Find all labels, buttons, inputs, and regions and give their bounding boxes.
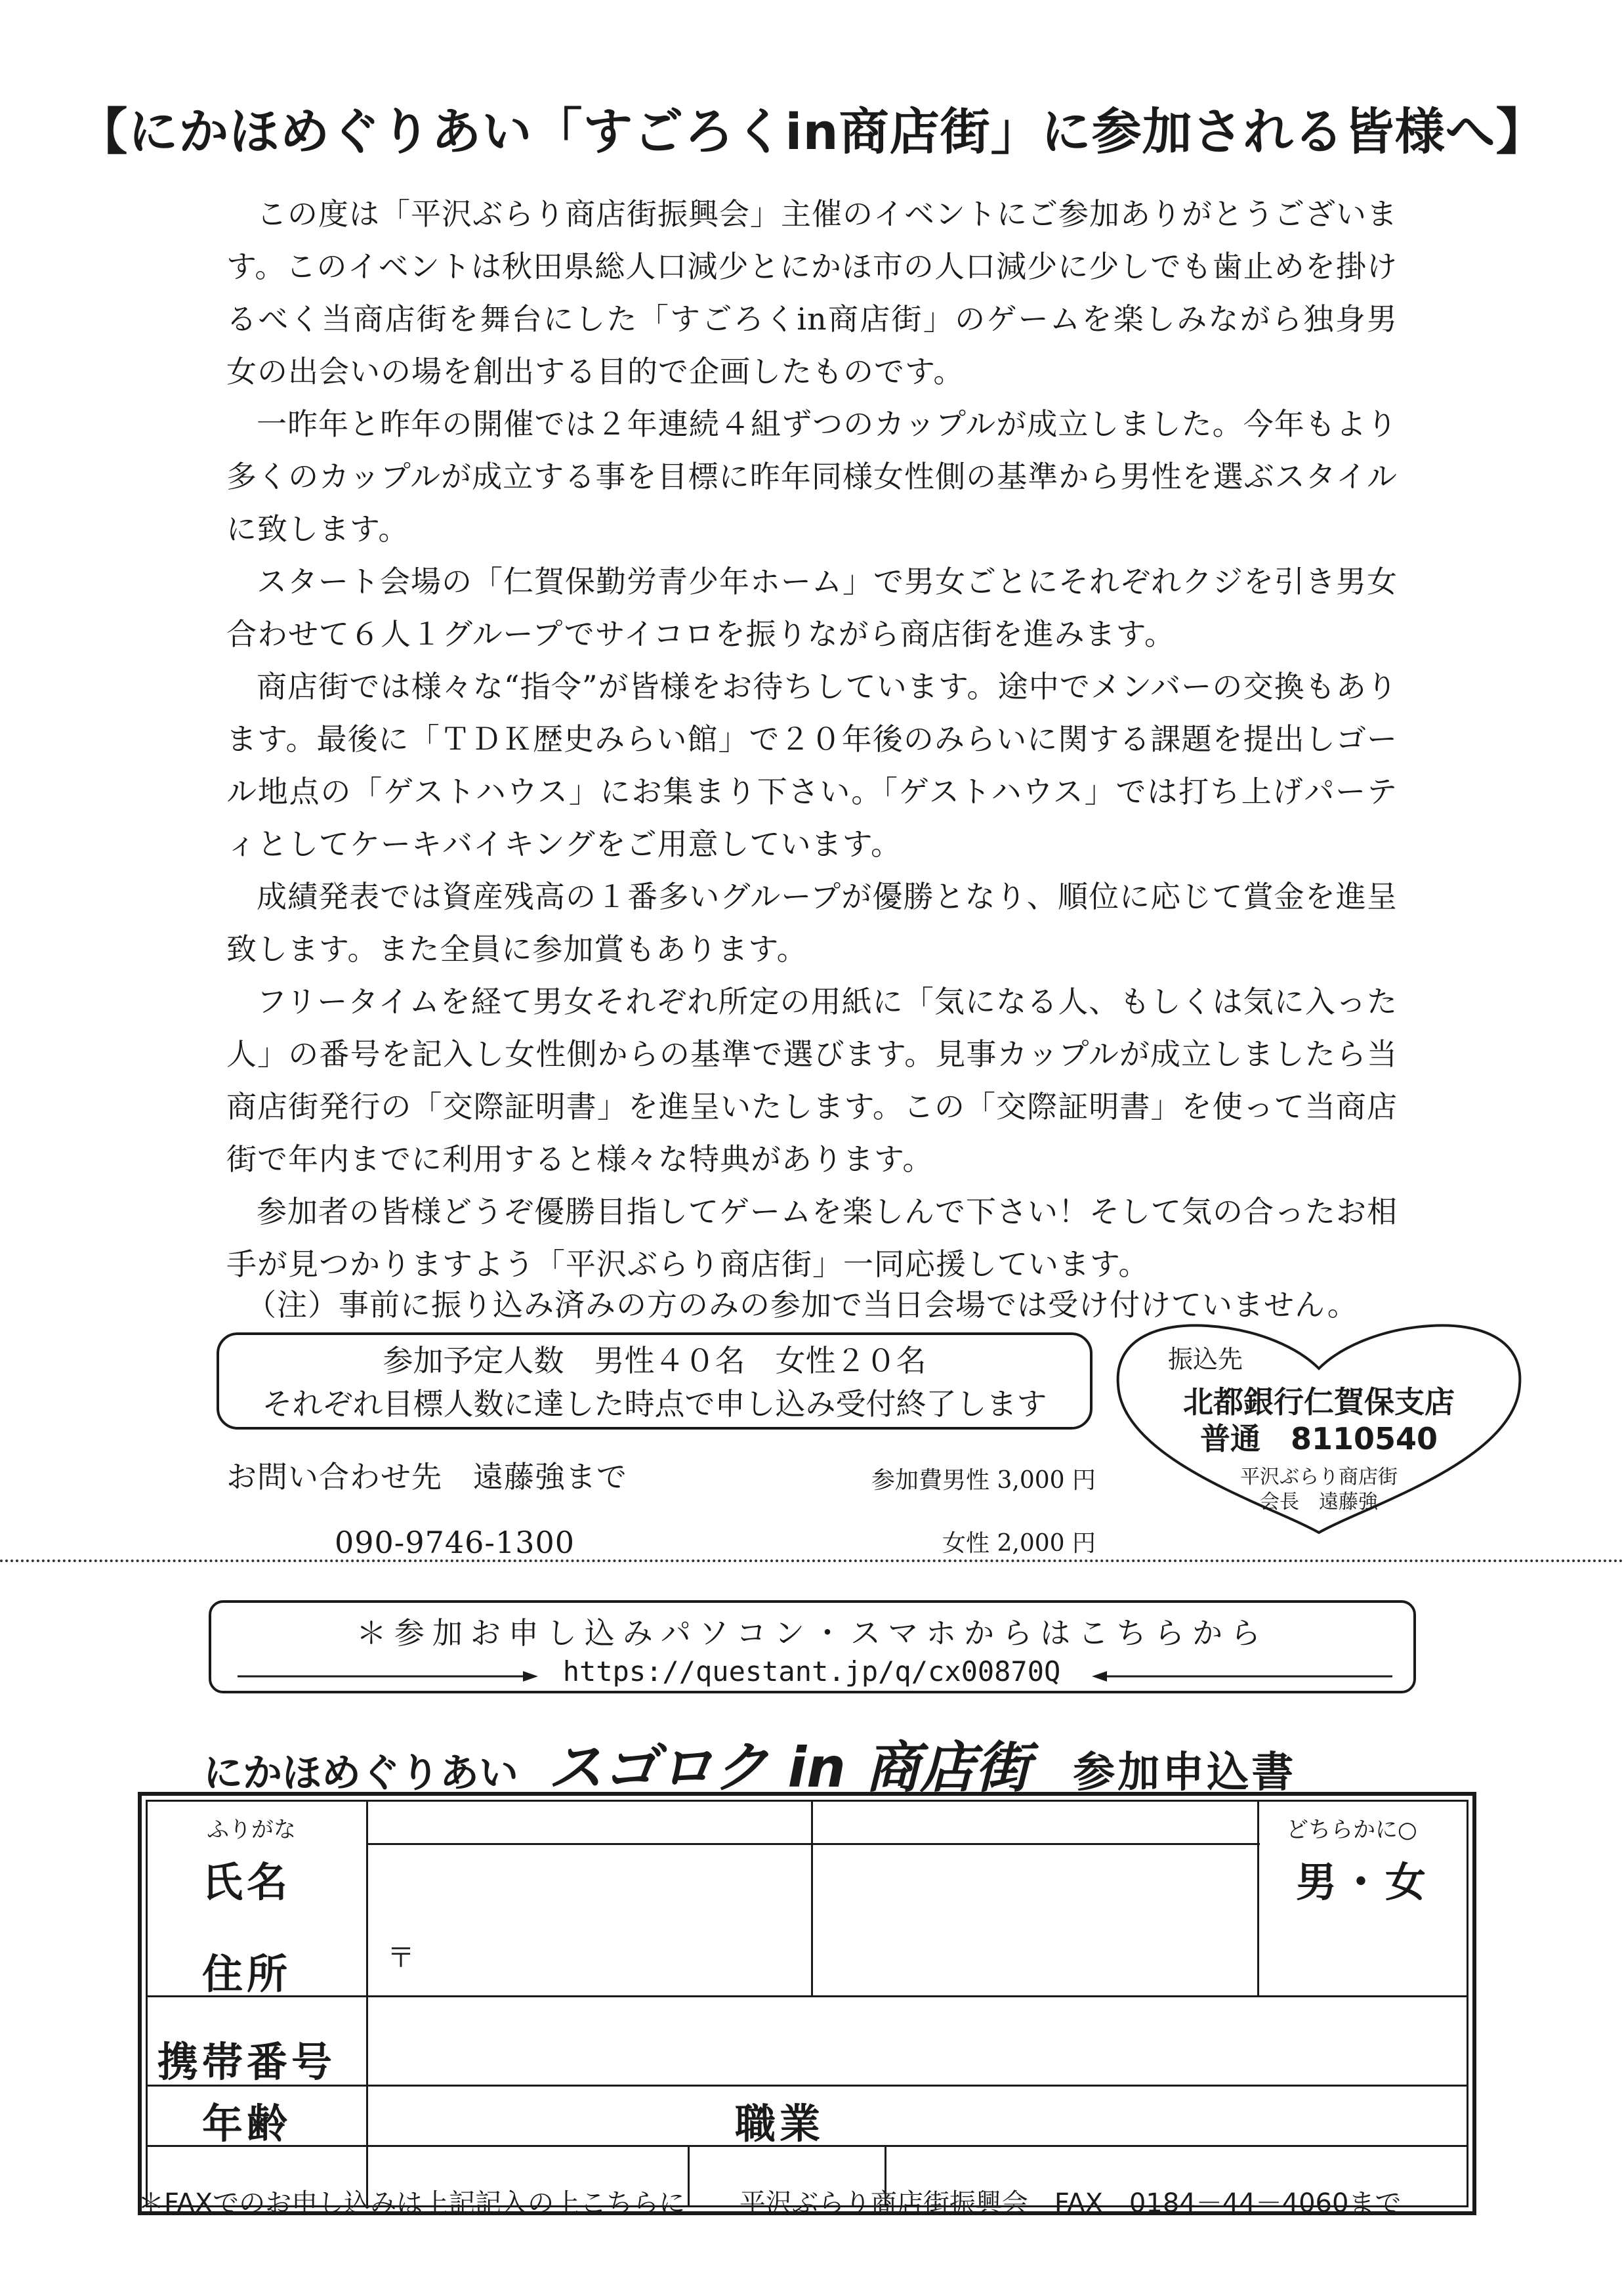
bank-name: 北都銀行仁賀保支店 <box>1183 1384 1455 1420</box>
gender-hint-label: どちらかに○ <box>1286 1817 1417 1843</box>
mobile-field[interactable] <box>369 2087 1467 2144</box>
mobile-label: 携帯番号 <box>157 2038 337 2086</box>
contact-info <box>226 1444 627 1575</box>
furigana-label: ふりがな <box>207 1817 296 1843</box>
form-title-prefix: にかほめぐりあい <box>203 1751 518 1796</box>
bank-holder-name: 会長 遠藤強 <box>1260 1491 1378 1514</box>
fee-male: 参加費男性 3,000 円 <box>871 1467 1096 1494</box>
contact-phone: 090-9746-1300 <box>335 1525 575 1560</box>
capacity-box <box>217 1332 1093 1430</box>
capacity-count: 参加予定人数 男性４０名 女性２０名 <box>383 1343 927 1378</box>
bank-account: 普通 8110540 <box>1199 1421 1438 1456</box>
paragraph: 一昨年と昨年の開催では２年連続４組ずつのカップルが成立しました。今年もより多くのカップルが成立する事を目標に昨年同様女性側の基準から男性を選ぶスタイルに致します。 <box>226 406 1398 547</box>
furigana-given-field[interactable] <box>814 1802 1256 1842</box>
prepayment-note: （注）事前に振り込み済みの方のみの参加で当日会場では受け付けていません。 <box>246 1287 1358 1323</box>
capacity-closing: それぞれ目標人数に達した時点で申し込み受付終了します <box>262 1386 1047 1422</box>
online-instruction: ＊参加お申し込みパソコン・スマホからはこちらから <box>356 1615 1269 1651</box>
paragraph: スタート会場の「仁賀保勤労青少年ホーム」で男女ごとにそれぞれクジを引き男女合わせて６人１グループでサイコロを振りながら商店街を進みます。 <box>226 564 1398 652</box>
postal-mark: 〒 <box>387 1942 415 1974</box>
paragraph: 成績発表では資産残高の１番多いグループが優勝となり、順位に応じて賞金を進呈致します。また全員に参加賞もあります。 <box>226 879 1398 967</box>
gender-selector[interactable]: 男・女 <box>1296 1858 1430 1906</box>
application-url-link[interactable]: https://questant.jp/q/cx00870Q <box>562 1655 1061 1687</box>
contact-label: お問い合わせ先 遠藤強まで <box>226 1459 627 1495</box>
form-title-main: スゴロク in 商店街 <box>548 1735 1031 1800</box>
fax-instruction: ＊FAXでのお申し込みは上記記入の上こちらに <box>138 2188 686 2218</box>
furigana-family-field[interactable] <box>369 1802 810 1842</box>
fax-number: 平沢ぶらり商店街振興会 FAX 0184－44－4060まで <box>739 2188 1402 2218</box>
cut-line <box>0 1560 1624 1562</box>
paragraph: フリータイムを経て男女それぞれ所定の用紙に「気になる人、もしくは気に入った人」の番号を記入し女性側からの基準で選びます。見事カップルが成立しましたら当商店街発行の「交際証明書」を進呈いたします。この「交際証明書」を使って当商店街で年内までに利用すると様々な特典があります。 <box>226 984 1398 1177</box>
arrow-right-icon <box>238 1670 539 1683</box>
address-label: 住所 <box>202 1950 292 1998</box>
fee-female: 女性 2,000 円 <box>942 1530 1096 1557</box>
fee-info <box>853 1449 1096 1575</box>
arrow-left-icon <box>1091 1670 1392 1683</box>
address-field[interactable] <box>369 1998 1467 2083</box>
bank-holder-org: 平沢ぶらり商店街 <box>1240 1466 1398 1489</box>
paragraph: この度は「平沢ぶらり商店街振興会」主催のイベントにご参加ありがとうございます。このイベントは秋田県総人口減少とにかほ市の人口減少に少しでも歯止めを掛けるべく当商店街を舞台にした「すごろくin商店街」のゲームを楽しみながら独身男女の出会いの場を創出する目的で企画したものです。 <box>226 196 1398 389</box>
bank-heading: 振込先 <box>1168 1345 1243 1374</box>
occupation-label: 職業 <box>735 2100 825 2148</box>
age-label: 年齢 <box>202 2100 292 2148</box>
form-title-suffix: 参加申込書 <box>1073 1749 1297 1797</box>
given-name-field[interactable] <box>814 1846 1256 1994</box>
paragraph: 商店街では様々な“指令”が皆様をお待ちしています。途中でメンバーの交換もあります。最後に「ＴＤＫ歴史みらい館」で２０年後のみらいに関する課題を提出しゴール地点の「ゲストハウス」にお集まり下さい。「ゲストハウス」では打ち上げパーティとしてケーキバイキングをご用意しています。 <box>226 669 1398 862</box>
name-label: 氏名 <box>202 1858 292 1906</box>
paragraph: 参加者の皆様どうぞ優勝目指してゲームを楽しんで下さい！そして気の合ったお相手が見つかりますよう「平沢ぶらり商店街」一同応援しています。 <box>226 1194 1398 1282</box>
family-name-field[interactable] <box>369 1846 810 1994</box>
online-application-box <box>209 1600 1416 1693</box>
announcement-body <box>226 188 1398 1290</box>
form-title <box>203 1724 1417 1803</box>
page-title: 【にかほめぐりあい「すごろくin商店街」に参加される皆様へ】 <box>77 102 1547 161</box>
